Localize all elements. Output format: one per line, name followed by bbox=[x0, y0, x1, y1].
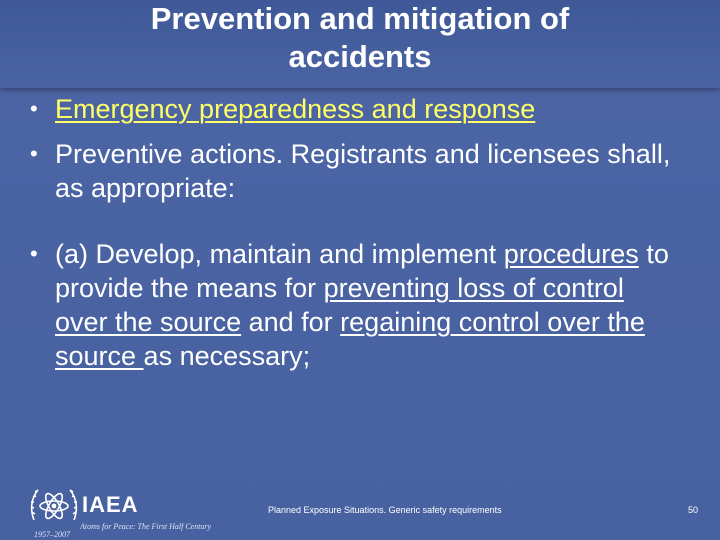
bullet-text-part: to provide the means for bbox=[55, 239, 669, 303]
footer bbox=[0, 480, 720, 540]
iaea-atom-emblem-icon bbox=[28, 484, 80, 528]
bullet-item-preventive bbox=[30, 137, 680, 205]
slide-title-line-1: Prevention and mitigation of bbox=[150, 1, 570, 36]
procedures-text: procedures bbox=[503, 239, 639, 269]
footer-caption: Planned Exposure Situations. Generic safety requirements bbox=[268, 505, 502, 515]
bullet-text-part: and for bbox=[241, 307, 341, 337]
bullet-text-part: as necessary; bbox=[143, 341, 311, 371]
title-band bbox=[0, 0, 720, 88]
iaea-logo-tagline: Atoms for Peace: The First Half Century bbox=[80, 522, 212, 531]
regaining-control-text: regaining control over the source bbox=[55, 307, 645, 371]
bullet-text: Preventive actions. Registrants and licensees shall, as appropriate: bbox=[55, 139, 671, 203]
bullet-item-develop bbox=[30, 237, 680, 373]
bullet-dot-icon: • bbox=[30, 141, 38, 166]
bullet-dot-icon: • bbox=[30, 241, 38, 266]
iaea-logo-text: IAEA bbox=[82, 492, 139, 517]
preventing-loss-text: preventing loss of control over the source bbox=[55, 273, 624, 337]
bullet-text: Emergency preparedness and response bbox=[55, 94, 536, 124]
iaea-logo bbox=[28, 484, 218, 540]
slide-title-line-2: accidents bbox=[288, 39, 432, 74]
page-number: 50 bbox=[688, 505, 699, 515]
bullet-text-part: (a) Develop, maintain and implement bbox=[55, 239, 504, 269]
bullet-text bbox=[55, 237, 675, 373]
slide-title bbox=[60, 0, 660, 76]
bullet-dot-icon: • bbox=[30, 96, 38, 121]
iaea-logo-years: 1957–2007 bbox=[34, 530, 70, 539]
bullet-item-emergency bbox=[30, 92, 680, 126]
